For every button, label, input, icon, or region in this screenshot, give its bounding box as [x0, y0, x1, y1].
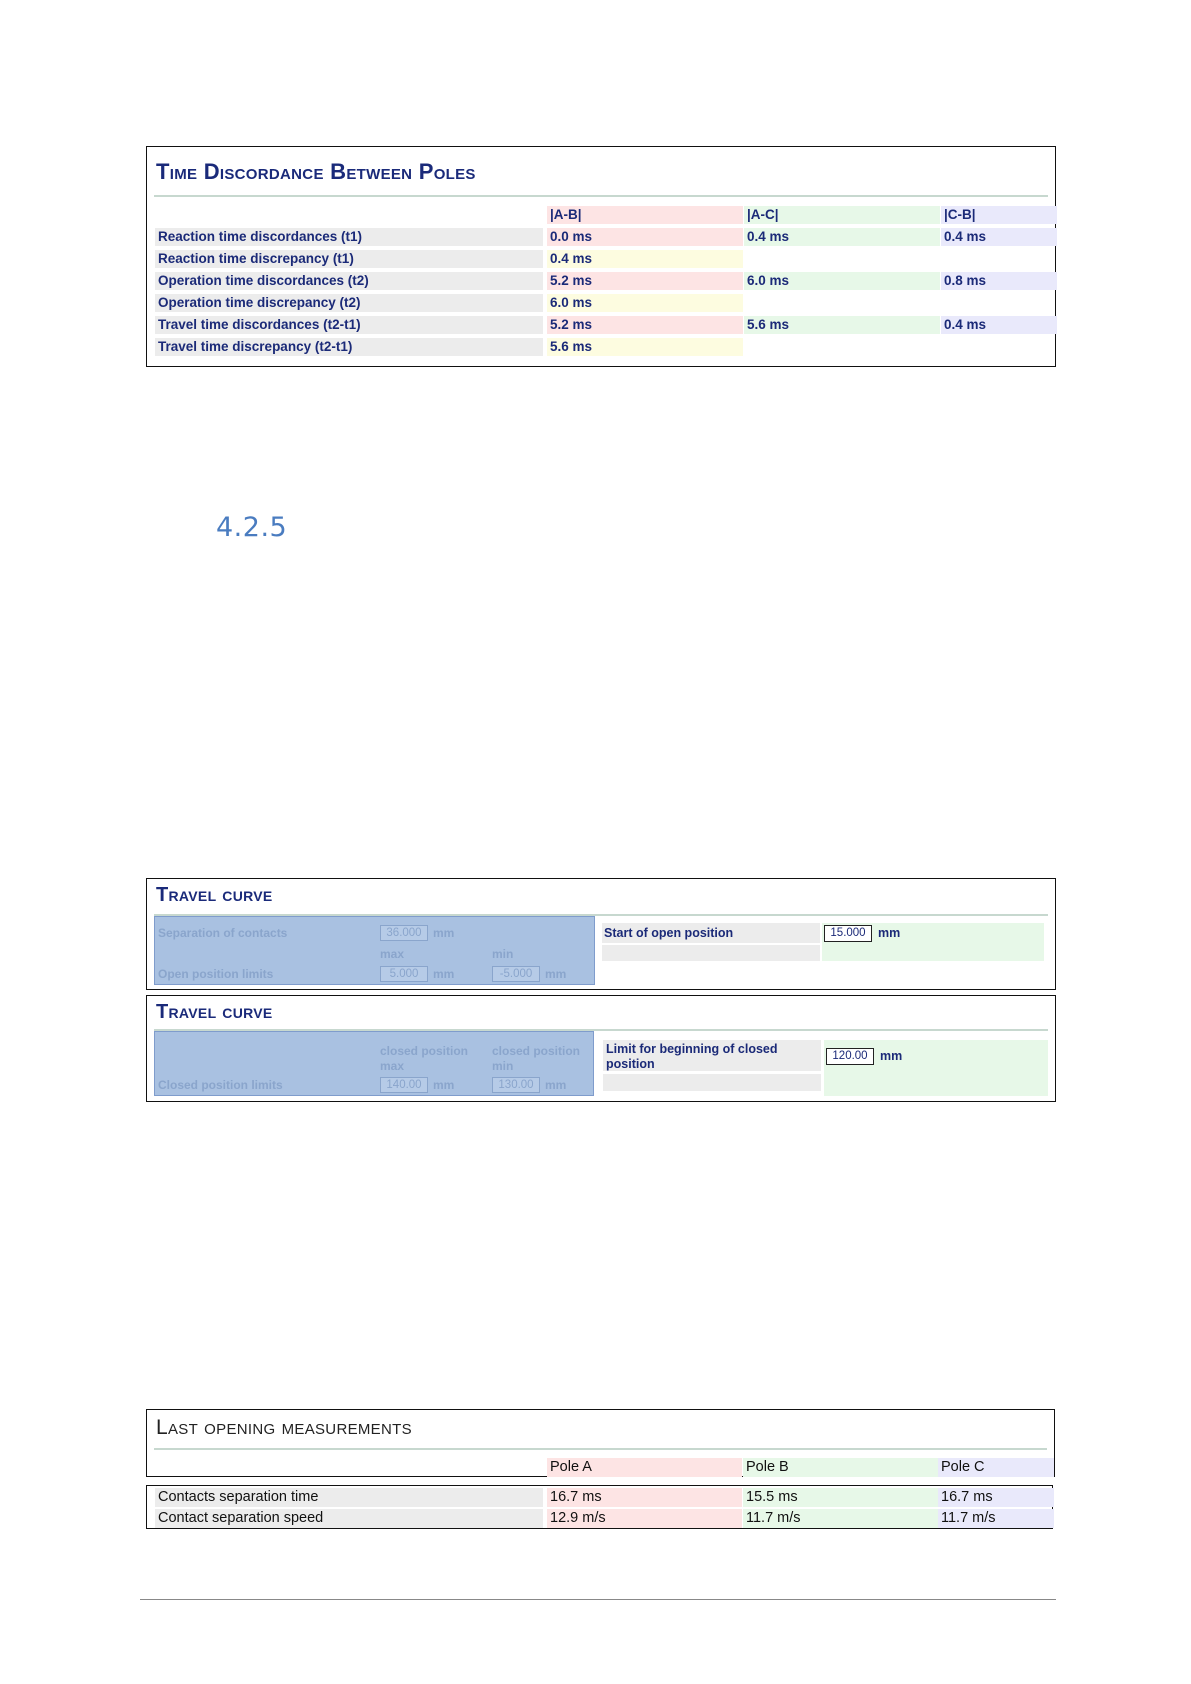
column-header-pole-b: Pole B: [743, 1458, 938, 1477]
value-pole-c: 16.7 ms: [938, 1488, 1054, 1507]
limit-closed-input[interactable]: 120.00: [826, 1048, 874, 1065]
title-divider: [154, 1448, 1047, 1450]
value-cb: 0.8 ms: [941, 272, 1057, 290]
row-label: Travel time discordances (t2-t1): [155, 316, 543, 334]
column-header-pole-c: Pole C: [938, 1458, 1054, 1477]
time-discordance-panel: [146, 146, 1056, 367]
table-row: [155, 1488, 1052, 1507]
title-divider: [154, 195, 1048, 197]
unit-label: mm: [545, 967, 567, 981]
unit-label: mm: [545, 1078, 567, 1092]
open-max-input[interactable]: 5.000: [380, 966, 428, 982]
last-opening-header-panel: [146, 1409, 1055, 1477]
unit-label: mm: [433, 926, 455, 940]
panel-title: Travel curve: [156, 1001, 273, 1023]
min-label: min: [492, 947, 514, 961]
table-row: [155, 250, 1055, 268]
travel-curve-closed-panel: [146, 995, 1056, 1102]
separation-input[interactable]: 36.000: [380, 925, 428, 941]
unit-label: mm: [433, 967, 455, 981]
label-bg: [603, 1074, 821, 1091]
value-ab: 5.2 ms: [547, 316, 743, 334]
panel-title: Time Discordance Between Poles: [156, 159, 476, 184]
table-row: [155, 294, 1055, 312]
table-row: [155, 316, 1055, 334]
table-header-row: [155, 206, 1055, 224]
row-label: Operation time discordances (t2): [155, 272, 543, 290]
value-ab: 6.0 ms: [547, 294, 743, 312]
open-limits-label: Open position limits: [158, 967, 274, 981]
value-ac: 0.4 ms: [744, 228, 940, 246]
unit-label: mm: [433, 1078, 455, 1092]
closed-max-input[interactable]: 140.00: [380, 1077, 428, 1093]
value-ab: 5.6 ms: [547, 338, 743, 356]
value-ab: 0.0 ms: [547, 228, 743, 246]
unit-label: mm: [878, 926, 901, 940]
panel-title: Last opening measurements: [156, 1416, 412, 1439]
row-label: Contact separation speed: [155, 1509, 543, 1528]
table-row: [155, 272, 1055, 290]
max-label: max: [380, 947, 405, 961]
closed-min-label: closed position min: [492, 1044, 581, 1073]
value-pole-a: 16.7 ms: [547, 1488, 742, 1507]
header-blank: [155, 1458, 543, 1477]
table-row: [155, 1509, 1052, 1528]
row-label: Travel time discrepancy (t2-t1): [155, 338, 543, 356]
label-bg: [602, 945, 820, 961]
limit-closed-label: Limit for beginning of closed position: [606, 1042, 778, 1071]
table-row: [155, 338, 1055, 356]
column-header-cb: |C-B|: [941, 206, 1057, 224]
row-label: Operation time discrepancy (t2): [155, 294, 543, 312]
last-opening-values-panel: [146, 1485, 1053, 1529]
column-header-pole-a: Pole A: [547, 1458, 742, 1477]
value-ac: 5.6 ms: [744, 316, 940, 334]
row-label: Contacts separation time: [155, 1488, 543, 1507]
value-pole-a: 12.9 m/s: [547, 1509, 742, 1528]
footer-divider: [140, 1599, 1056, 1600]
unit-label: mm: [880, 1049, 903, 1063]
row-label: Reaction time discordances (t1): [155, 228, 543, 246]
separation-label: Separation of contacts: [158, 926, 288, 940]
value-pole-c: 11.7 m/s: [938, 1509, 1054, 1528]
closed-min-input[interactable]: 130.00: [492, 1077, 540, 1093]
value-ab: 0.4 ms: [547, 250, 743, 268]
value-cb: 0.4 ms: [941, 228, 1057, 246]
value-ab: 5.2 ms: [547, 272, 743, 290]
header-blank: [155, 206, 543, 224]
value-pole-b: 11.7 m/s: [743, 1509, 938, 1528]
start-open-label: Start of open position: [604, 926, 734, 940]
column-header-ab: |A-B|: [547, 206, 743, 224]
column-header-ac: |A-C|: [744, 206, 940, 224]
value-pole-b: 15.5 ms: [743, 1488, 938, 1507]
closed-limits-label: Closed position limits: [158, 1078, 283, 1092]
panel-title: Travel curve: [156, 884, 273, 906]
table-header-row: [155, 1458, 1054, 1477]
travel-curve-open-panel: [146, 878, 1056, 990]
table-row: [155, 228, 1055, 246]
value-ac: 6.0 ms: [744, 272, 940, 290]
row-label: Reaction time discrepancy (t1): [155, 250, 543, 268]
start-open-input[interactable]: 15.000: [824, 925, 872, 942]
closed-max-label: closed position max: [380, 1044, 469, 1073]
section-number: 4.2.5: [216, 512, 288, 543]
value-cb: 0.4 ms: [941, 316, 1057, 334]
open-min-input[interactable]: -5.000: [492, 966, 540, 982]
